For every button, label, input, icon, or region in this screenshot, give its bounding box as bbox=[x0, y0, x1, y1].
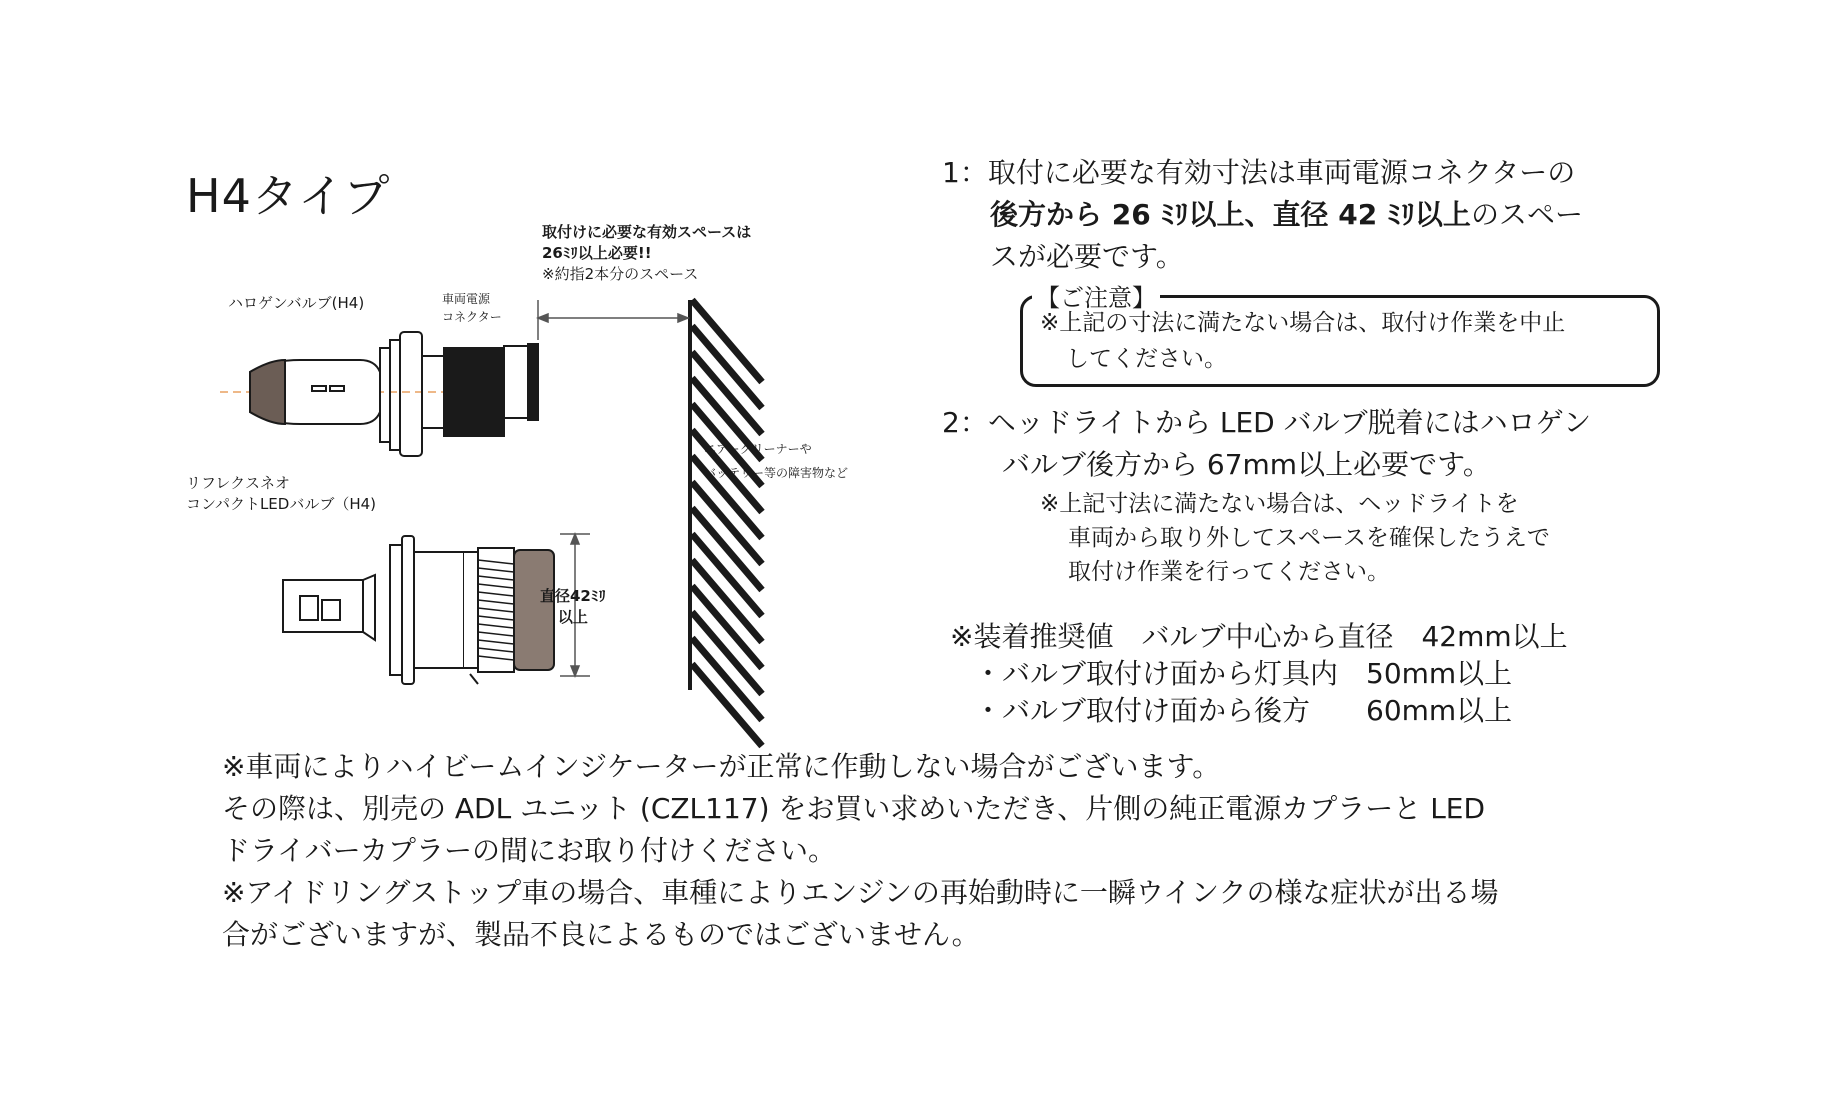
recommended-values bbox=[950, 618, 1568, 729]
footer-line: ドライバーカプラーの間にお取り付けください。 bbox=[222, 834, 837, 867]
space-note-line: 26ﾐﾘ以上必要!! bbox=[542, 244, 652, 262]
note-2-line: バルブ後方から 67mm以上必要です。 bbox=[1002, 448, 1491, 481]
space-sub-note: ※約指2本分のスペース bbox=[542, 265, 699, 283]
note-2-sub-line: 車両から取り外してスペースを確保したうえで bbox=[1068, 525, 1550, 551]
note-2-sub bbox=[1040, 487, 1550, 589]
halogen-bulb-drawing bbox=[220, 332, 538, 456]
space-note-line: 取付けに必要な有効スペースは bbox=[542, 223, 752, 241]
footer-line: その際は、別売の ADL ユニット (CZL117) をお買い求めいただき、片側の純正電源カプラーと LED bbox=[222, 792, 1486, 825]
diameter-label-line: 以上 bbox=[557, 608, 588, 626]
obstacle-wall bbox=[690, 300, 762, 746]
obstacle-label-line: バッテリー等の障害物など bbox=[704, 466, 849, 480]
page-title: H4タイプ bbox=[186, 169, 391, 223]
led-label-line: リフレクスネオ bbox=[186, 474, 290, 492]
halogen-label: ハロゲンバルブ(H4) bbox=[228, 294, 365, 312]
footer-line: ※車両によりハイビームインジケーターが正常に作動しない場合がございます。 bbox=[222, 750, 1221, 783]
note-1 bbox=[942, 152, 1583, 278]
recommend-line: ・バルブ取付け面から灯具内 50mm以上 bbox=[974, 657, 1513, 690]
diameter-label-line: 直径42ﾐﾘ bbox=[540, 587, 606, 605]
caution-line: してください。 bbox=[1066, 346, 1227, 372]
obstacle-label bbox=[704, 440, 848, 482]
note-2 bbox=[942, 402, 1591, 486]
space-dimension-arrow bbox=[538, 300, 688, 340]
recommend-line: ・バルブ取付け面から後方 60mm以上 bbox=[974, 694, 1513, 727]
led-label-line: コンパクトLEDバルブ（H4) bbox=[186, 495, 377, 513]
footer-line: 合がございますが、製品不良によるものではございません。 bbox=[222, 918, 980, 951]
connector-label bbox=[442, 290, 502, 326]
note-1-line bbox=[942, 194, 1583, 236]
footer-notes bbox=[222, 746, 1498, 956]
note-1-line: スが必要です。 bbox=[990, 240, 1184, 273]
note-1-line-rest: のスペー bbox=[1470, 198, 1583, 231]
note-2-sub-line: 取付け作業を行ってください。 bbox=[1068, 559, 1390, 585]
caution-text bbox=[1040, 305, 1565, 377]
caution-line: ※上記の寸法に満たない場合は、取付け作業を中止 bbox=[1040, 310, 1566, 336]
note-2-sub-line: ※上記寸法に満たない場合は、ヘッドライトを bbox=[1040, 491, 1519, 517]
recommend-line: ※装着推奨値 バルブ中心から直径 42mm以上 bbox=[950, 620, 1568, 653]
diameter-label bbox=[540, 586, 606, 628]
note-1-emphasis: 後方から 26 ﾐﾘ以上、直径 42 ﾐﾘ以上 bbox=[990, 198, 1471, 231]
led-label bbox=[186, 473, 376, 515]
footer-line: ※アイドリングストップ車の場合、車種によりエンジンの再始動時に一瞬ウインクの様な症状が出る場 bbox=[222, 876, 1499, 909]
space-note bbox=[542, 222, 751, 264]
led-bulb-drawing bbox=[283, 536, 554, 684]
obstacle-label-line: エアークリーナーや bbox=[704, 442, 812, 456]
note-2-line: 2：ヘッドライトから LED バルブ脱着にはハロゲン bbox=[942, 406, 1592, 439]
connector-label-line: 車両電源 bbox=[442, 292, 491, 306]
note-1-line: 1：取付に必要な有効寸法は車両電源コネクターの bbox=[942, 156, 1576, 189]
caution-title: 【ご注意】 bbox=[1032, 278, 1160, 313]
connector-label-line: コネクター bbox=[442, 310, 502, 324]
